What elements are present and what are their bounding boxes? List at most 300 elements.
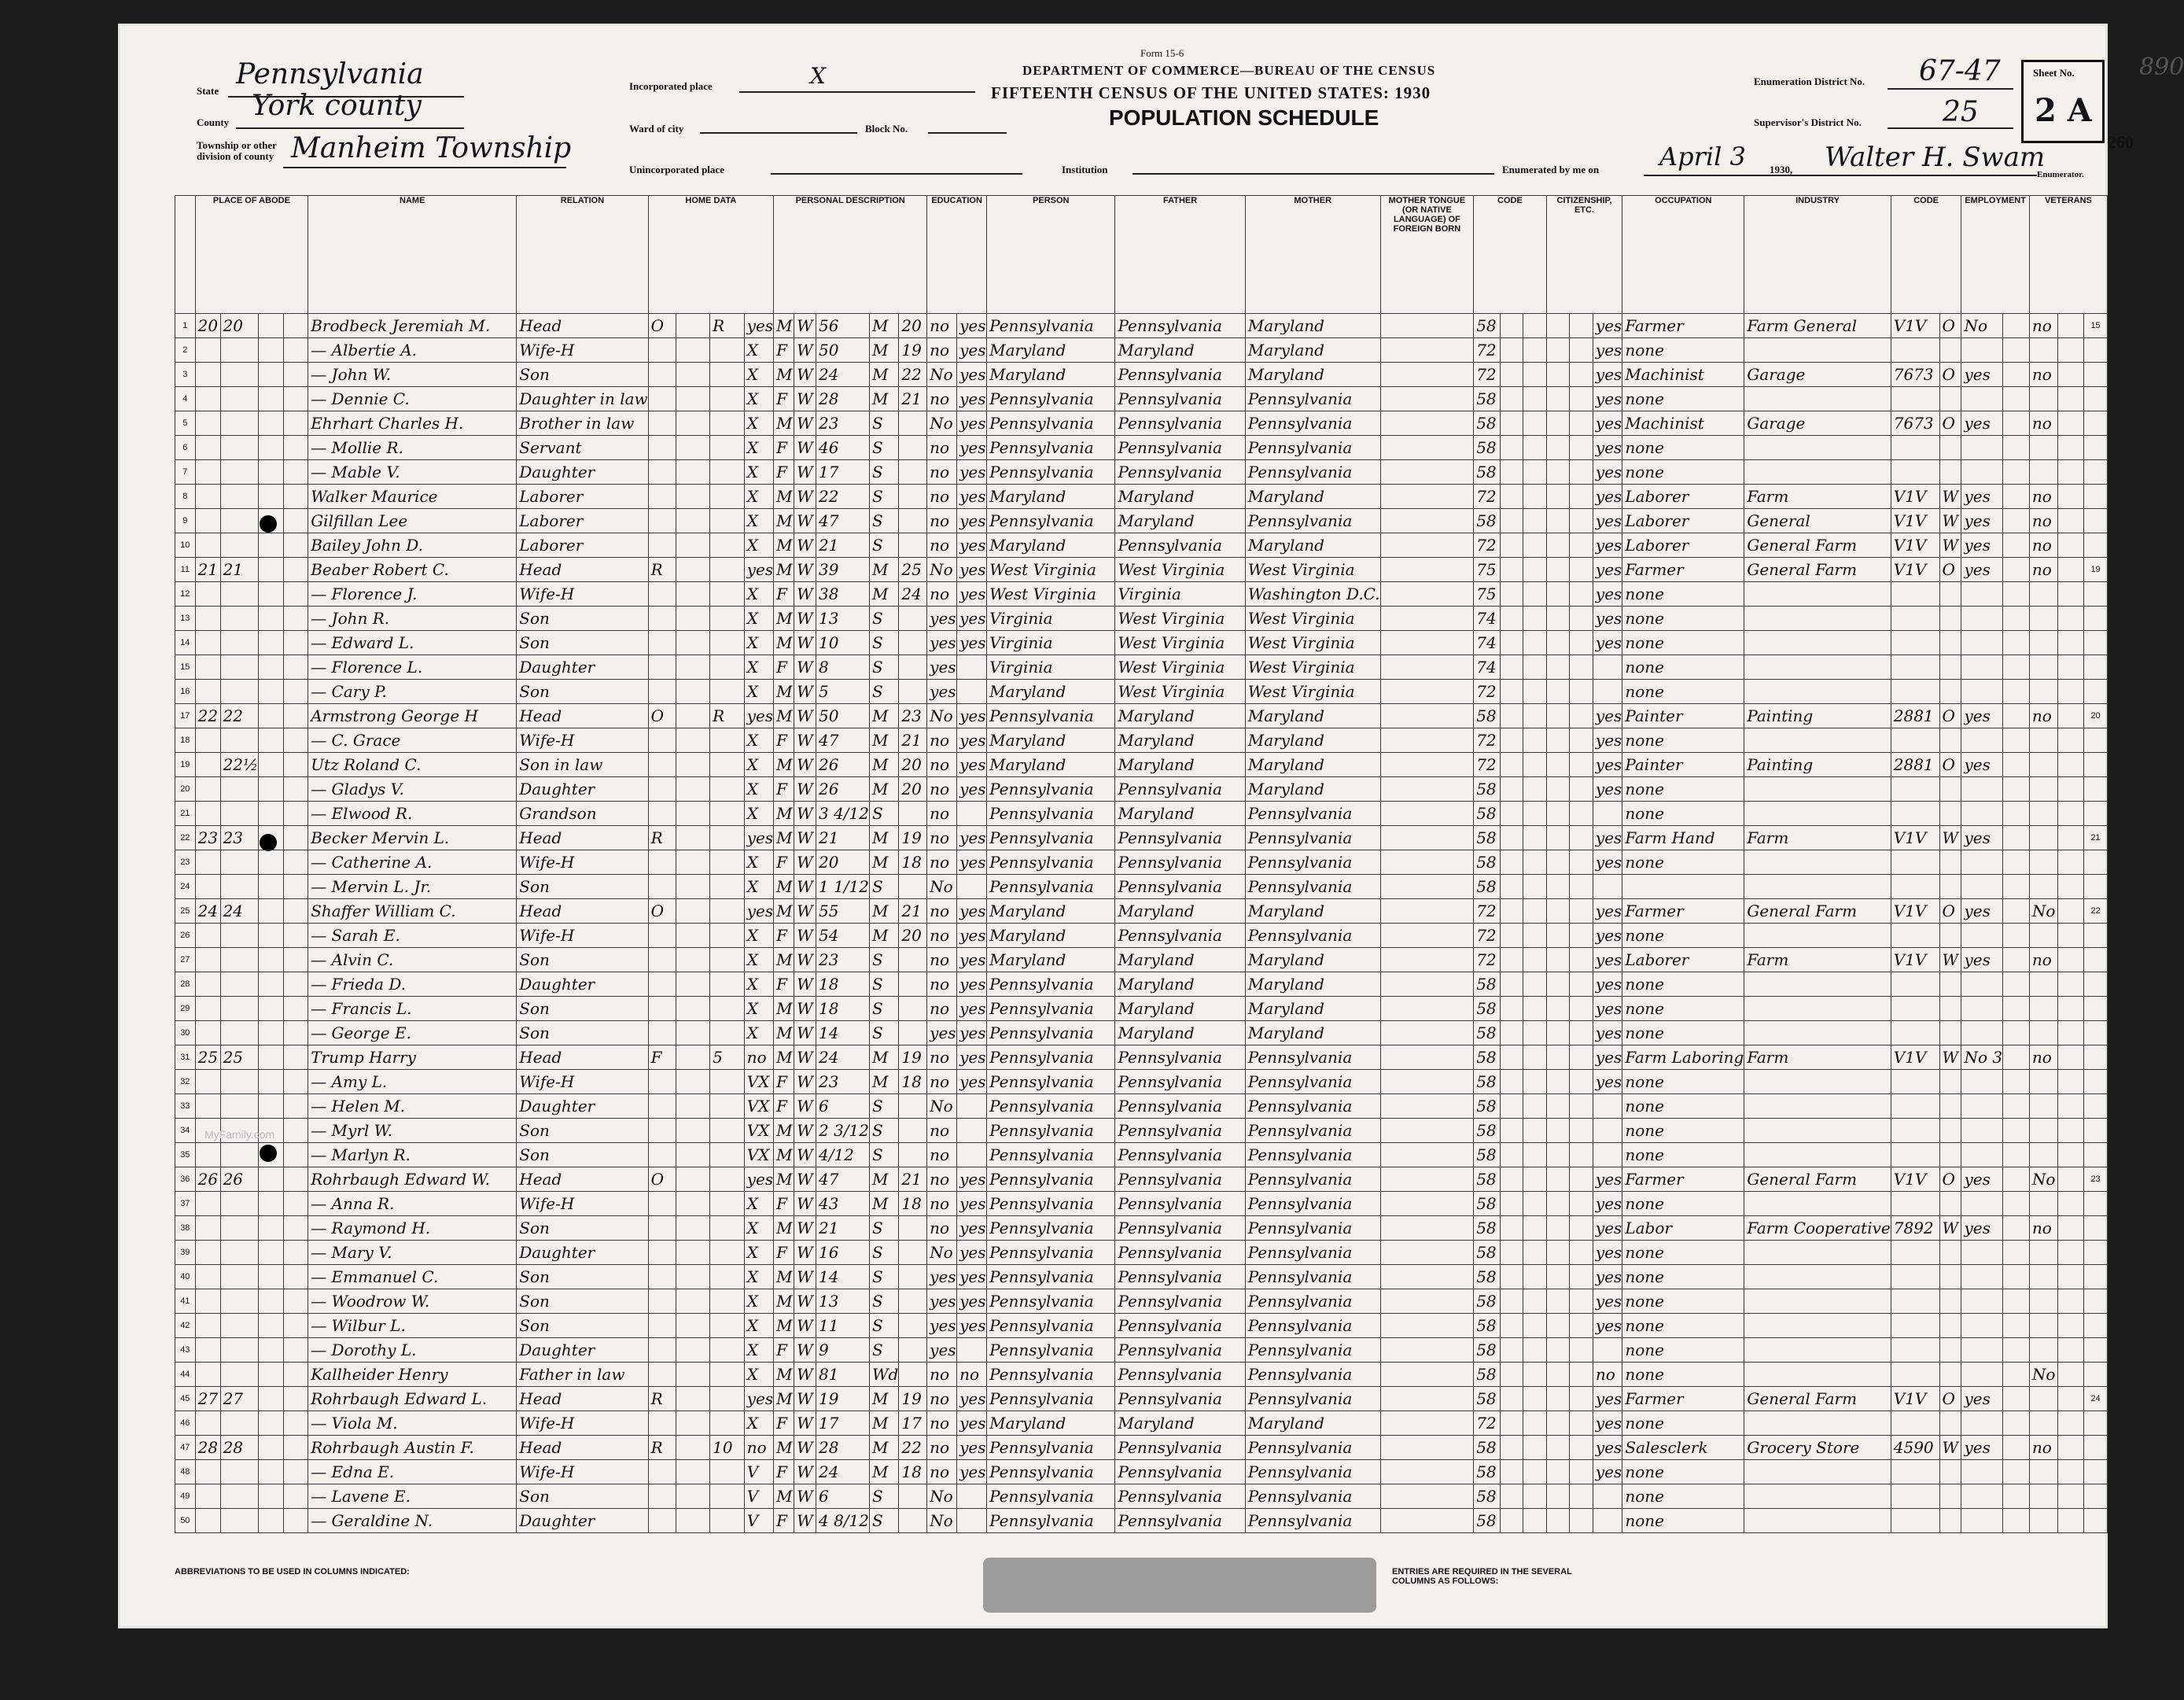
cell-empty xyxy=(2057,802,2083,826)
cell-occ: Farmer xyxy=(1622,1167,1744,1192)
cell-n: 25 xyxy=(175,899,196,924)
cell-farm: X xyxy=(744,387,773,411)
col-birth-person: PERSON xyxy=(987,196,1115,314)
cell-sch: no xyxy=(927,338,957,363)
cell-radio: 10 xyxy=(710,1436,745,1460)
cell-mbp: Pennsylvania xyxy=(1245,387,1380,411)
cell-empty xyxy=(2057,436,2083,460)
cell-farm: X xyxy=(744,948,773,972)
cell-empty xyxy=(1501,948,1523,972)
cell-c1: 58 xyxy=(1474,1216,1501,1241)
cell-read xyxy=(957,1119,987,1143)
cell-occ: none xyxy=(1622,460,1744,485)
cell-wk xyxy=(1961,582,2003,607)
census-rows xyxy=(175,314,2108,1533)
cell-sch: No xyxy=(927,411,957,436)
cell-agem: 21 xyxy=(899,387,927,411)
cell-empty xyxy=(2057,1363,2083,1387)
cell-name: — John W. xyxy=(308,363,517,387)
cell-sch: no xyxy=(927,1167,957,1192)
cell-rel: Head xyxy=(517,826,648,850)
cell-empty xyxy=(283,1338,308,1363)
cell-empty xyxy=(283,1314,308,1338)
cell-cls xyxy=(1939,728,1961,753)
cell-cls: O xyxy=(1939,363,1961,387)
cell-name: — Elwood R. xyxy=(308,802,517,826)
cell-fbp: West Virginia xyxy=(1115,607,1245,631)
cell-own xyxy=(648,1411,676,1436)
cell-empty xyxy=(1546,655,1570,680)
cell-empty xyxy=(1501,1021,1523,1045)
cell-cls xyxy=(1939,607,1961,631)
cell-empty xyxy=(2057,1070,2083,1094)
cell-own xyxy=(648,997,676,1021)
cell-fm xyxy=(220,680,259,704)
cell-sex: M xyxy=(774,899,794,924)
cell-empty xyxy=(1501,1192,1523,1216)
cell-empty xyxy=(2003,1143,2030,1167)
cell-line xyxy=(2084,655,2108,680)
cell-age: 13 xyxy=(816,1289,869,1314)
cell-empty xyxy=(2003,1192,2030,1216)
cell-vet xyxy=(2029,1241,2057,1265)
cell-empty xyxy=(1380,1509,1474,1533)
cell-vet: no xyxy=(2029,533,2057,558)
table-row xyxy=(175,899,2108,924)
cell-empty xyxy=(1570,411,1593,436)
cell-dw xyxy=(195,972,220,997)
cell-mbp: Maryland xyxy=(1245,533,1380,558)
cell-mbp: Pennsylvania xyxy=(1245,1436,1380,1460)
cell-age: 8 xyxy=(816,655,869,680)
cell-empty xyxy=(1546,1509,1570,1533)
table-row xyxy=(175,875,2108,899)
cell-empty xyxy=(283,338,308,363)
cell-empty xyxy=(1570,509,1593,533)
cell-eng xyxy=(1593,802,1622,826)
cell-race: W xyxy=(794,1484,816,1509)
cell-occ: none xyxy=(1622,338,1744,363)
cell-ind: General xyxy=(1744,509,1891,533)
cell-ind xyxy=(1744,1119,1891,1143)
cell-mar: M xyxy=(869,363,898,387)
cell-c1: 58 xyxy=(1474,509,1501,533)
cell-empty xyxy=(2057,850,2083,875)
cell-c1: 58 xyxy=(1474,1143,1501,1167)
cell-cd xyxy=(1891,1363,1939,1387)
cell-empty xyxy=(2003,899,2030,924)
cell-cd: V1V xyxy=(1891,533,1939,558)
cell-eng: yes xyxy=(1593,1387,1622,1411)
cell-name: — Edna E. xyxy=(308,1460,517,1484)
cell-cd: V1V xyxy=(1891,826,1939,850)
cell-empty xyxy=(676,655,710,680)
cell-wk xyxy=(1961,1021,2003,1045)
cell-dw xyxy=(195,607,220,631)
cell-sch: no xyxy=(927,314,957,338)
cell-vet xyxy=(2029,728,2057,753)
cell-occ: none xyxy=(1622,997,1744,1021)
cell-eng: yes xyxy=(1593,582,1622,607)
cell-empty xyxy=(283,436,308,460)
cell-agem xyxy=(899,436,927,460)
cell-sex: F xyxy=(774,924,794,948)
cell-age: 10 xyxy=(816,631,869,655)
cell-own: F xyxy=(648,1045,676,1070)
cell-agem xyxy=(899,655,927,680)
cell-rel: Son xyxy=(517,1021,648,1045)
cell-vet xyxy=(2029,802,2057,826)
cell-empty xyxy=(2057,777,2083,802)
cell-dw: 22 xyxy=(195,704,220,728)
cell-rel: Daughter xyxy=(517,1509,648,1533)
cell-ind: Garage xyxy=(1744,363,1891,387)
cell-n: 33 xyxy=(175,1094,196,1119)
cell-bp: Pennsylvania xyxy=(987,1143,1115,1167)
cell-empty xyxy=(2057,1509,2083,1533)
cell-empty xyxy=(2003,1338,2030,1363)
cell-occ: none xyxy=(1622,1289,1744,1314)
cell-read: yes xyxy=(957,485,987,509)
cell-cls xyxy=(1939,802,1961,826)
cell-bp: Pennsylvania xyxy=(987,826,1115,850)
cell-empty xyxy=(259,1387,283,1411)
table-row xyxy=(175,509,2108,533)
cell-occ: none xyxy=(1622,1411,1744,1436)
cell-rel: Son xyxy=(517,948,648,972)
cell-empty xyxy=(283,460,308,485)
cell-occ: Farmer xyxy=(1622,1387,1744,1411)
cell-sch: no xyxy=(927,924,957,948)
cell-cls: W xyxy=(1939,485,1961,509)
cell-c1: 58 xyxy=(1474,826,1501,850)
cell-mbp: Pennsylvania xyxy=(1245,850,1380,875)
cell-empty xyxy=(1380,558,1474,582)
cell-cd: V1V xyxy=(1891,1045,1939,1070)
cell-dw xyxy=(195,582,220,607)
cell-empty xyxy=(1523,948,1546,972)
cell-mar: S xyxy=(869,948,898,972)
cell-mbp: Pennsylvania xyxy=(1245,1387,1380,1411)
cell-race: W xyxy=(794,607,816,631)
cell-line xyxy=(2084,1070,2108,1094)
cell-empty xyxy=(1546,850,1570,875)
cell-name: — Marlyn R. xyxy=(308,1143,517,1167)
cell-fbp: Maryland xyxy=(1115,753,1245,777)
cell-read xyxy=(957,1094,987,1119)
cell-radio xyxy=(710,875,745,899)
cell-cd xyxy=(1891,972,1939,997)
cell-mar: M xyxy=(869,704,898,728)
cell-farm: X xyxy=(744,850,773,875)
cell-empty xyxy=(676,924,710,948)
cell-line: 19 xyxy=(2084,558,2108,582)
cell-cls xyxy=(1939,1509,1961,1533)
cell-empty xyxy=(1546,1363,1570,1387)
cell-age: 4/12 xyxy=(816,1143,869,1167)
cell-cls xyxy=(1939,338,1961,363)
cell-radio xyxy=(710,1265,745,1289)
cell-cls: W xyxy=(1939,533,1961,558)
county-label: County xyxy=(197,116,230,128)
cell-race: W xyxy=(794,1338,816,1363)
cell-read: yes xyxy=(957,607,987,631)
cell-empty xyxy=(1546,1314,1570,1338)
cell-farm: yes xyxy=(744,1167,773,1192)
cell-empty xyxy=(2003,680,2030,704)
cell-empty xyxy=(676,1338,710,1363)
cell-read: yes xyxy=(957,631,987,655)
cell-race: W xyxy=(794,631,816,655)
cell-sch: No xyxy=(927,1509,957,1533)
cell-ind xyxy=(1744,1509,1891,1533)
cell-empty xyxy=(1380,1363,1474,1387)
table-row xyxy=(175,753,2108,777)
cell-empty xyxy=(259,1070,283,1094)
cell-empty xyxy=(1501,850,1523,875)
cell-rel: Son xyxy=(517,1289,648,1314)
cell-farm: VX xyxy=(744,1143,773,1167)
cell-empty xyxy=(1546,1484,1570,1509)
cell-vet xyxy=(2029,1192,2057,1216)
cell-sex: M xyxy=(774,826,794,850)
cell-cls: O xyxy=(1939,704,1961,728)
cell-empty xyxy=(1523,582,1546,607)
cell-fbp: Virginia xyxy=(1115,582,1245,607)
cell-empty xyxy=(259,1363,283,1387)
cell-wk xyxy=(1961,387,2003,411)
cell-bp: Pennsylvania xyxy=(987,1387,1115,1411)
cell-n: 35 xyxy=(175,1143,196,1167)
table-row xyxy=(175,1436,2108,1460)
cell-dw xyxy=(195,1143,220,1167)
cell-empty xyxy=(1546,485,1570,509)
cell-line xyxy=(2084,850,2108,875)
cell-empty xyxy=(1380,948,1474,972)
cell-eng: yes xyxy=(1593,728,1622,753)
cell-radio xyxy=(710,1338,745,1363)
cell-age: 26 xyxy=(816,777,869,802)
cell-occ: none xyxy=(1622,1460,1744,1484)
cell-empty xyxy=(1501,558,1523,582)
cell-c1: 72 xyxy=(1474,363,1501,387)
cell-c1: 74 xyxy=(1474,607,1501,631)
cell-cls: O xyxy=(1939,1167,1961,1192)
cell-empty xyxy=(2003,509,2030,533)
cell-dw xyxy=(195,924,220,948)
cell-fm xyxy=(220,1143,259,1167)
cell-mbp: Pennsylvania xyxy=(1245,1338,1380,1363)
cell-read: yes xyxy=(957,1045,987,1070)
cell-n: 45 xyxy=(175,1387,196,1411)
cell-empty xyxy=(259,704,283,728)
col-industry: INDUSTRY xyxy=(1744,196,1891,314)
cell-occ: Labor xyxy=(1622,1216,1744,1241)
enumerator-line xyxy=(1644,175,2037,176)
cell-fm xyxy=(220,728,259,753)
cell-vet xyxy=(2029,1387,2057,1411)
cell-empty xyxy=(1380,1143,1474,1167)
cell-vet xyxy=(2029,387,2057,411)
cell-bp: Pennsylvania xyxy=(987,1241,1115,1265)
cell-farm: X xyxy=(744,802,773,826)
cell-empty xyxy=(1570,1241,1593,1265)
table-row xyxy=(175,972,2108,997)
cell-vet xyxy=(2029,631,2057,655)
cell-race: W xyxy=(794,948,816,972)
cell-name: — Alvin C. xyxy=(308,948,517,972)
cell-fm xyxy=(220,1265,259,1289)
cell-mbp: Pennsylvania xyxy=(1245,1094,1380,1119)
cell-ind xyxy=(1744,875,1891,899)
table-row xyxy=(175,1021,2108,1045)
cell-empty xyxy=(2057,728,2083,753)
cell-cls: W xyxy=(1939,509,1961,533)
cell-sex: M xyxy=(774,363,794,387)
cell-empty xyxy=(1501,363,1523,387)
cell-cd xyxy=(1891,1143,1939,1167)
cell-bp: Pennsylvania xyxy=(987,1436,1115,1460)
cell-rel: Head xyxy=(517,704,648,728)
state-value: Pennsylvania xyxy=(236,58,424,90)
cell-name: Utz Roland C. xyxy=(308,753,517,777)
census-table xyxy=(175,195,2108,1533)
cell-n: 5 xyxy=(175,411,196,436)
cell-rel: Head xyxy=(517,314,648,338)
cell-name: — Raymond H. xyxy=(308,1216,517,1241)
cell-empty xyxy=(1380,728,1474,753)
cell-cd xyxy=(1891,1314,1939,1338)
cell-cls xyxy=(1939,850,1961,875)
cell-cls xyxy=(1939,1119,1961,1143)
cell-empty xyxy=(1546,1070,1570,1094)
cell-ind xyxy=(1744,997,1891,1021)
cell-mbp: Pennsylvania xyxy=(1245,826,1380,850)
cell-empty xyxy=(1380,338,1474,363)
cell-rel: Wife-H xyxy=(517,1460,648,1484)
cell-empty xyxy=(2057,924,2083,948)
cell-sex: M xyxy=(774,753,794,777)
cell-cd xyxy=(1891,1338,1939,1363)
cell-sex: F xyxy=(774,655,794,680)
cell-empty xyxy=(1546,997,1570,1021)
cell-fm: 22½ xyxy=(220,753,259,777)
cell-line xyxy=(2084,1021,2108,1045)
cell-cls xyxy=(1939,997,1961,1021)
cell-line xyxy=(2084,728,2108,753)
cell-empty xyxy=(259,826,283,850)
col-education: EDUCATION xyxy=(927,196,987,314)
cell-empty xyxy=(1570,850,1593,875)
cell-eng: yes xyxy=(1593,924,1622,948)
cell-own: R xyxy=(648,1436,676,1460)
cell-occ: none xyxy=(1622,1509,1744,1533)
cell-fbp: West Virginia xyxy=(1115,558,1245,582)
cell-wk: No 3 xyxy=(1961,1045,2003,1070)
cell-read: yes xyxy=(957,704,987,728)
table-row xyxy=(175,1241,2108,1265)
cell-fm: 22 xyxy=(220,704,259,728)
cell-fm xyxy=(220,655,259,680)
cell-name: Bailey John D. xyxy=(308,533,517,558)
cell-farm: X xyxy=(744,1192,773,1216)
cell-fm xyxy=(220,1192,259,1216)
cell-name: — Wilbur L. xyxy=(308,1314,517,1338)
cell-empty xyxy=(2057,1460,2083,1484)
ward-label: Ward of city xyxy=(629,123,684,135)
cell-cd xyxy=(1891,777,1939,802)
cell-cd xyxy=(1891,1094,1939,1119)
cell-fbp: Pennsylvania xyxy=(1115,1241,1245,1265)
cell-agem xyxy=(899,1363,927,1387)
cell-sex: M xyxy=(774,1387,794,1411)
cell-fbp: Pennsylvania xyxy=(1115,850,1245,875)
table-row xyxy=(175,1192,2108,1216)
cell-empty xyxy=(2003,1265,2030,1289)
cell-empty xyxy=(1546,1119,1570,1143)
cell-agem: 21 xyxy=(899,1167,927,1192)
cell-c1: 72 xyxy=(1474,485,1501,509)
cell-cls xyxy=(1939,1070,1961,1094)
cell-rel: Laborer xyxy=(517,533,648,558)
cell-read: yes xyxy=(957,411,987,436)
cell-fm xyxy=(220,948,259,972)
cell-fbp: Maryland xyxy=(1115,509,1245,533)
cell-c1: 72 xyxy=(1474,533,1501,558)
cell-name: — Francis L. xyxy=(308,997,517,1021)
cell-bp: Maryland xyxy=(987,753,1115,777)
cell-empty xyxy=(1501,1070,1523,1094)
cell-fm xyxy=(220,1094,259,1119)
cell-fbp: Pennsylvania xyxy=(1115,1460,1245,1484)
cell-name: — Mervin L. Jr. xyxy=(308,875,517,899)
cell-eng xyxy=(1593,1484,1622,1509)
cell-ind: Painting xyxy=(1744,753,1891,777)
cell-race: W xyxy=(794,1387,816,1411)
cell-empty xyxy=(2057,875,2083,899)
cell-dw xyxy=(195,1338,220,1363)
cell-read: yes xyxy=(957,924,987,948)
cell-name: Walker Maurice xyxy=(308,485,517,509)
cell-mar: M xyxy=(869,1070,898,1094)
cell-empty xyxy=(1570,1070,1593,1094)
cell-cd xyxy=(1891,802,1939,826)
cell-empty xyxy=(676,802,710,826)
cell-age: 2 3/12 xyxy=(816,1119,869,1143)
page-stamp: 260 xyxy=(2108,132,2134,152)
cell-rel: Son xyxy=(517,607,648,631)
cell-read: yes xyxy=(957,558,987,582)
cell-sch: no xyxy=(927,1192,957,1216)
cell-empty xyxy=(1546,899,1570,924)
cell-agem xyxy=(899,1119,927,1143)
cell-radio xyxy=(710,899,745,924)
cell-empty xyxy=(1501,485,1523,509)
cell-empty xyxy=(1523,1143,1546,1167)
cell-line xyxy=(2084,802,2108,826)
institution-line xyxy=(1133,173,1494,175)
cell-vet xyxy=(2029,826,2057,850)
cell-age: 5 xyxy=(816,680,869,704)
cell-empty xyxy=(1546,728,1570,753)
cell-empty xyxy=(1570,1411,1593,1436)
cell-radio: R xyxy=(710,704,745,728)
cell-dw xyxy=(195,1484,220,1509)
cell-fm xyxy=(220,436,259,460)
cell-empty xyxy=(1523,728,1546,753)
cell-own xyxy=(648,1314,676,1338)
cell-race: W xyxy=(794,387,816,411)
